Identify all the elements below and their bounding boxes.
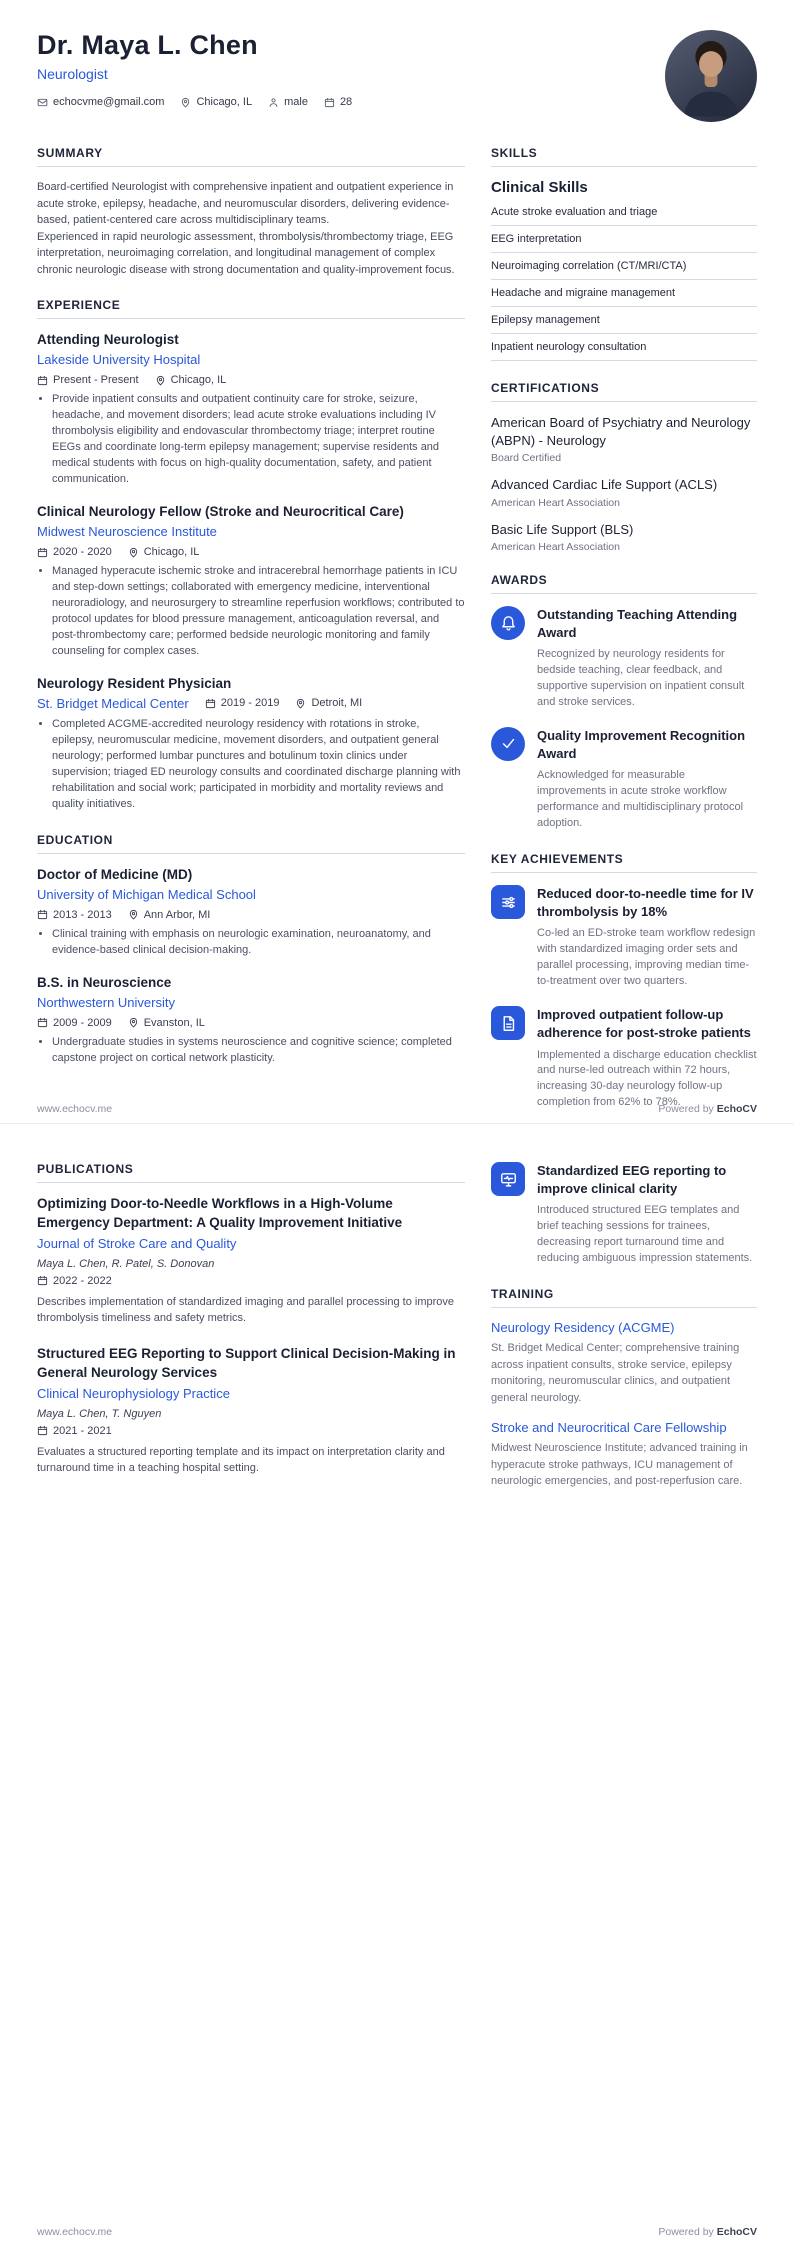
education-school-link[interactable]: Northwestern University — [37, 994, 175, 1010]
section-training — [491, 1287, 757, 1490]
award-body — [537, 606, 757, 711]
achievement-title: Improved outpatient follow-up adherence for post-stroke patients — [537, 1007, 751, 1041]
training-item — [491, 1320, 757, 1406]
achievement-body — [537, 1006, 757, 1111]
education-school-link[interactable]: University of Michigan Medical School — [37, 886, 256, 902]
summary-heading: SUMMARY — [37, 146, 465, 167]
certification-item — [491, 414, 757, 464]
experience-location — [295, 697, 362, 709]
education-bullets — [37, 927, 465, 959]
experience-bullets — [37, 392, 465, 488]
education-degree: Doctor of Medicine (MD) — [37, 866, 193, 882]
publication-description: Describes implementation of standardized imaging and parallel processing to improve thrombolysis timeliness and safety metrics. — [37, 1295, 454, 1325]
certifications-heading: CERTIFICATIONS — [491, 381, 757, 402]
footer-website-link[interactable]: www.echocv.me — [37, 2226, 113, 2238]
education-item — [37, 866, 465, 959]
page-footer — [37, 1103, 757, 1115]
training-title-link[interactable]: Stroke and Neurocritical Care Fellowship — [491, 1420, 727, 1436]
experience-location — [155, 374, 227, 386]
experience-dates-text: Present - Present — [53, 374, 139, 387]
award-item — [491, 727, 757, 832]
publication-title: Optimizing Door-to-Needle Workflows in a High-Volume Emergency Department: A Quality Improvement Initiative — [37, 1196, 403, 1230]
certification-title: American Board of Psychiatry and Neurology (ABPN) - Neurology — [491, 415, 751, 449]
experience-dates — [37, 546, 112, 558]
section-publications — [37, 1162, 465, 1477]
certification-item — [491, 521, 757, 553]
award-title: Outstanding Teaching Attending Award — [537, 606, 738, 640]
awards-heading: AWARDS — [491, 573, 757, 594]
footer-powered-text: Powered by — [658, 1103, 714, 1115]
experience-company-link[interactable]: St. Bridget Medical Center — [37, 695, 189, 711]
education-degree: B.S. in Neuroscience — [37, 974, 172, 990]
experience-dates — [205, 697, 280, 709]
document-icon — [491, 1006, 525, 1040]
training-description: St. Bridget Medical Center; comprehensive training across inpatient consults, stroke service, epilepsy monitoring, neuromuscular clinics, and outpatient general neurology. — [491, 1342, 740, 1404]
footer-website-link[interactable]: www.echocv.me — [37, 1103, 113, 1115]
achievement-description: Co-led an ED-stroke team workflow redesign with standardized imaging order sets and parallel processing, improving median time-to-treatment over two quarters. — [537, 927, 756, 988]
award-body — [537, 727, 757, 832]
training-description: Midwest Neuroscience Institute; advanced training in hyperacute stroke pathways, ICU management of neurologic emergencies, and post-reperfusion care. — [491, 1442, 748, 1488]
experience-bullet: • Completed ACGME-accredited neurology residency with rotations in stroke, epilepsy, neuromuscular medicine, movement disorders, and outpatient general neurology; performed lumbar punctures and botulinum toxin clinics under supervision; triaged ED neurology consults and coordinated discharge planning with rehabilitation and social work; participated in morbidity and mortality reviews and quality initiatives. — [52, 717, 465, 813]
publication-title: Structured EEG Reporting to Support Clinical Decision-Making in General Neurology Services — [37, 1345, 456, 1380]
footer-powered — [658, 2226, 757, 2238]
key-achievements-heading: KEY ACHIEVEMENTS — [491, 852, 757, 873]
contact-age-text: 28 — [339, 96, 353, 108]
calendar-icon — [205, 698, 216, 709]
publication-journal-link[interactable]: Clinical Neurophysiology Practice — [37, 1385, 230, 1401]
publication-item — [37, 1195, 465, 1327]
location-pin-icon — [295, 698, 306, 709]
right-column — [491, 1162, 757, 1510]
footer-powered-text: Powered by — [658, 2226, 714, 2238]
award-title: Quality Improvement Recognition Award — [537, 727, 746, 762]
experience-location — [128, 546, 200, 558]
experience-job-title: Neurology Resident Physician — [37, 675, 232, 691]
experience-item — [37, 675, 465, 813]
education-dates-text: 2009 - 2009 — [53, 1016, 112, 1029]
location-pin-icon — [128, 1017, 139, 1028]
contact-gender-text: male — [284, 96, 308, 108]
section-skills — [491, 146, 757, 361]
calendar-icon — [37, 909, 48, 920]
experience-item — [37, 503, 465, 660]
skills-group-title: Clinical Skills — [491, 179, 588, 196]
education-dates — [37, 1017, 112, 1029]
calendar-icon — [37, 1017, 48, 1028]
publication-meta — [37, 1275, 465, 1287]
summary-paragraph: Board-certified Neurologist with comprehensive inpatient and outpatient experience in acute stroke, epilepsy, headache, and neuromuscular disorders, delivering evidence-based, patient-centered care across multidisciplinary teams. — [37, 181, 454, 226]
education-item — [37, 974, 465, 1067]
skill-item: Epilepsy management — [491, 307, 757, 334]
certification-item — [491, 476, 757, 508]
experience-company-link[interactable]: Midwest Neuroscience Institute — [37, 524, 217, 540]
left-column — [37, 1162, 465, 1510]
publication-description: Evaluates a structured reporting template and its impact on interpretation clarity and turnaround time in a teaching hospital setting. — [37, 1445, 445, 1475]
experience-bullet: • Managed hyperacute ischemic stroke and intracerebral hemorrhage patients in ICU and step-down settings; collaborated with emergency medicine, interventional neuroradiology, and neurosurgery to streamline reperfusion workflows; contributed to protocol updates for blood pressure management, anticoagulation reversal, and post-thrombectomy care; performed bedside neurologic monitoring and family counseling for complex cases. — [52, 564, 465, 660]
training-heading: TRAINING — [491, 1287, 757, 1308]
experience-dates — [37, 374, 139, 386]
mail-icon — [37, 97, 48, 108]
certification-issuer: Board Certified — [491, 452, 562, 465]
section-awards — [491, 573, 757, 832]
publications-heading: PUBLICATIONS — [37, 1162, 465, 1183]
monitor-icon — [491, 1162, 525, 1196]
certification-title: Basic Life Support (BLS) — [491, 521, 634, 537]
experience-bullets — [37, 717, 465, 813]
section-experience — [37, 298, 465, 813]
contact-location — [180, 96, 252, 108]
experience-heading: EXPERIENCE — [37, 298, 465, 319]
skill-item: Inpatient neurology consultation — [491, 334, 757, 361]
resume-page-2 — [0, 1123, 794, 2246]
publication-authors: Maya L. Chen, R. Patel, S. Donovan — [37, 1257, 215, 1270]
publication-journal-link[interactable]: Journal of Stroke Care and Quality — [37, 1235, 237, 1251]
contact-age — [324, 96, 352, 108]
education-dates-text: 2013 - 2013 — [53, 908, 112, 921]
experience-location-text: Detroit, MI — [311, 697, 363, 710]
education-location — [128, 909, 211, 921]
publication-meta — [37, 1425, 465, 1437]
publication-dates — [37, 1425, 112, 1437]
contact-email-text: echocvme@gmail.com — [53, 96, 165, 108]
experience-bullet: • Provide inpatient consults and outpatient continuity care for stroke, seizure, headache, and movement disorders; lead acute stroke evaluations including IV thrombolysis eligibility and endovascular thrombectomy triage; interpret routine EEGs and coordinate long-term epilepsy management; supervise residents and medical students with focus on high-quality documentation, safety, and patient communication. — [52, 392, 465, 488]
calendar-icon — [37, 1425, 48, 1436]
education-location — [128, 1017, 205, 1029]
bell-icon — [491, 606, 525, 640]
resume-header — [37, 30, 757, 122]
location-pin-icon — [180, 97, 191, 108]
skill-item: Neuroimaging correlation (CT/MRI/CTA) — [491, 253, 757, 280]
person-icon — [268, 97, 279, 108]
certification-issuer: American Heart Association — [491, 540, 620, 553]
publication-dates-text: 2022 - 2022 — [53, 1274, 112, 1287]
experience-dates-text: 2020 - 2020 — [53, 546, 112, 559]
achievement-description: Implemented a discharge education checklist and nurse-led outreach within 72 hours, increasing 30-day neurology follow-up completion from 62% to 78%. — [537, 1048, 757, 1109]
footer-brand: EchoCV — [716, 1103, 757, 1115]
header-identity — [37, 30, 352, 108]
publication-dates — [37, 1275, 112, 1287]
summary-paragraph: Experienced in rapid neurologic assessment, thrombolysis/thrombectomy triage, EEG interpretation, neuroimaging correlation, and longitudinal management of complex chronic neurologic disease with strong documentation and quality-improvement focus. — [37, 230, 455, 276]
experience-bullets — [37, 564, 465, 660]
location-pin-icon — [155, 375, 166, 386]
experience-meta — [37, 696, 465, 711]
skill-item: Acute stroke evaluation and triage — [491, 199, 757, 226]
publication-dates-text: 2021 - 2021 — [53, 1424, 112, 1437]
calendar-icon — [324, 97, 335, 108]
education-bullet: • Clinical training with emphasis on neurologic examination, neuroanatomy, and evidence-based clinical decision-making. — [52, 927, 465, 959]
achievement-title: Standardized EEG reporting to improve clinical clarity — [537, 1163, 727, 1197]
section-key-achievements-continued — [491, 1162, 757, 1267]
footer-brand: EchoCV — [716, 2226, 757, 2238]
experience-meta — [37, 546, 465, 558]
achievement-item — [491, 885, 757, 990]
left-column — [37, 146, 465, 1123]
contact-email[interactable] — [37, 96, 164, 108]
experience-meta — [37, 374, 465, 386]
sliders-icon — [491, 885, 525, 919]
education-meta — [37, 1017, 465, 1029]
education-meta — [37, 909, 465, 921]
location-pin-icon — [128, 547, 139, 558]
location-pin-icon — [128, 909, 139, 920]
contact-row — [37, 96, 352, 108]
calendar-icon — [37, 1275, 48, 1286]
page1-columns — [37, 146, 757, 1123]
profile-photo-silhouette — [665, 30, 757, 122]
skill-item: Headache and migraine management — [491, 280, 757, 307]
award-item — [491, 606, 757, 711]
publication-authors: Maya L. Chen, T. Nguyen — [37, 1407, 162, 1420]
achievement-body — [537, 885, 757, 990]
training-title-link[interactable]: Neurology Residency (ACGME) — [491, 1320, 675, 1336]
publication-item — [37, 1345, 465, 1477]
award-description: Recognized by neurology residents for bedside teaching, clear feedback, and supportive supervision on inpatient consult and stroke services. — [537, 648, 745, 708]
certification-title: Advanced Cardiac Life Support (ACLS) — [491, 477, 718, 493]
person-job-title: Neurologist — [37, 66, 108, 82]
contact-gender — [268, 96, 308, 108]
achievement-description: Introduced structured EEG templates and brief teaching sessions for trainees, decreasing report turnaround time and reducing ambiguous impression statements. — [537, 1204, 753, 1265]
page2-columns — [37, 1162, 757, 1510]
education-location-text: Evanston, IL — [143, 1016, 205, 1029]
education-bullet: • Undergraduate studies in systems neuroscience and cognitive science; completed capstone project on cortical network plasticity. — [52, 1035, 465, 1067]
experience-item — [37, 331, 465, 488]
person-name: Dr. Maya L. Chen — [37, 30, 258, 60]
contact-location-text: Chicago, IL — [196, 96, 253, 108]
certification-issuer: American Heart Association — [491, 496, 620, 509]
achievement-item — [491, 1006, 757, 1111]
education-dates — [37, 909, 112, 921]
calendar-icon — [37, 547, 48, 558]
experience-location-text: Chicago, IL — [170, 374, 227, 387]
education-location-text: Ann Arbor, MI — [143, 908, 211, 921]
experience-job-title: Attending Neurologist — [37, 332, 179, 347]
section-summary — [37, 146, 465, 278]
check-icon — [491, 727, 525, 761]
skill-item: EEG interpretation — [491, 226, 757, 253]
calendar-icon — [37, 375, 48, 386]
profile-photo — [665, 30, 757, 122]
section-certifications — [491, 381, 757, 553]
achievement-title: Reduced door-to-needle time for IV thrombolysis by 18% — [537, 886, 754, 920]
education-bullets — [37, 1035, 465, 1067]
experience-dates-text: 2019 - 2019 — [220, 697, 280, 710]
page-footer — [37, 2226, 757, 2238]
experience-location-text: Chicago, IL — [143, 546, 200, 559]
education-heading: EDUCATION — [37, 833, 465, 854]
right-column — [491, 146, 757, 1123]
award-description: Acknowledged for measurable improvements in acute stroke workflow performance and multidisciplinary protocol adoption. — [537, 769, 744, 830]
experience-company-link[interactable]: Lakeside University Hospital — [37, 352, 201, 368]
achievement-item — [491, 1162, 757, 1267]
footer-powered — [658, 1103, 757, 1115]
section-education — [37, 833, 465, 1067]
achievement-body — [537, 1162, 757, 1267]
training-item — [491, 1420, 757, 1490]
skills-heading: SKILLS — [491, 146, 757, 167]
section-key-achievements — [491, 852, 757, 1111]
experience-job-title: Clinical Neurology Fellow (Stroke and Neurocritical Care) — [37, 503, 404, 519]
